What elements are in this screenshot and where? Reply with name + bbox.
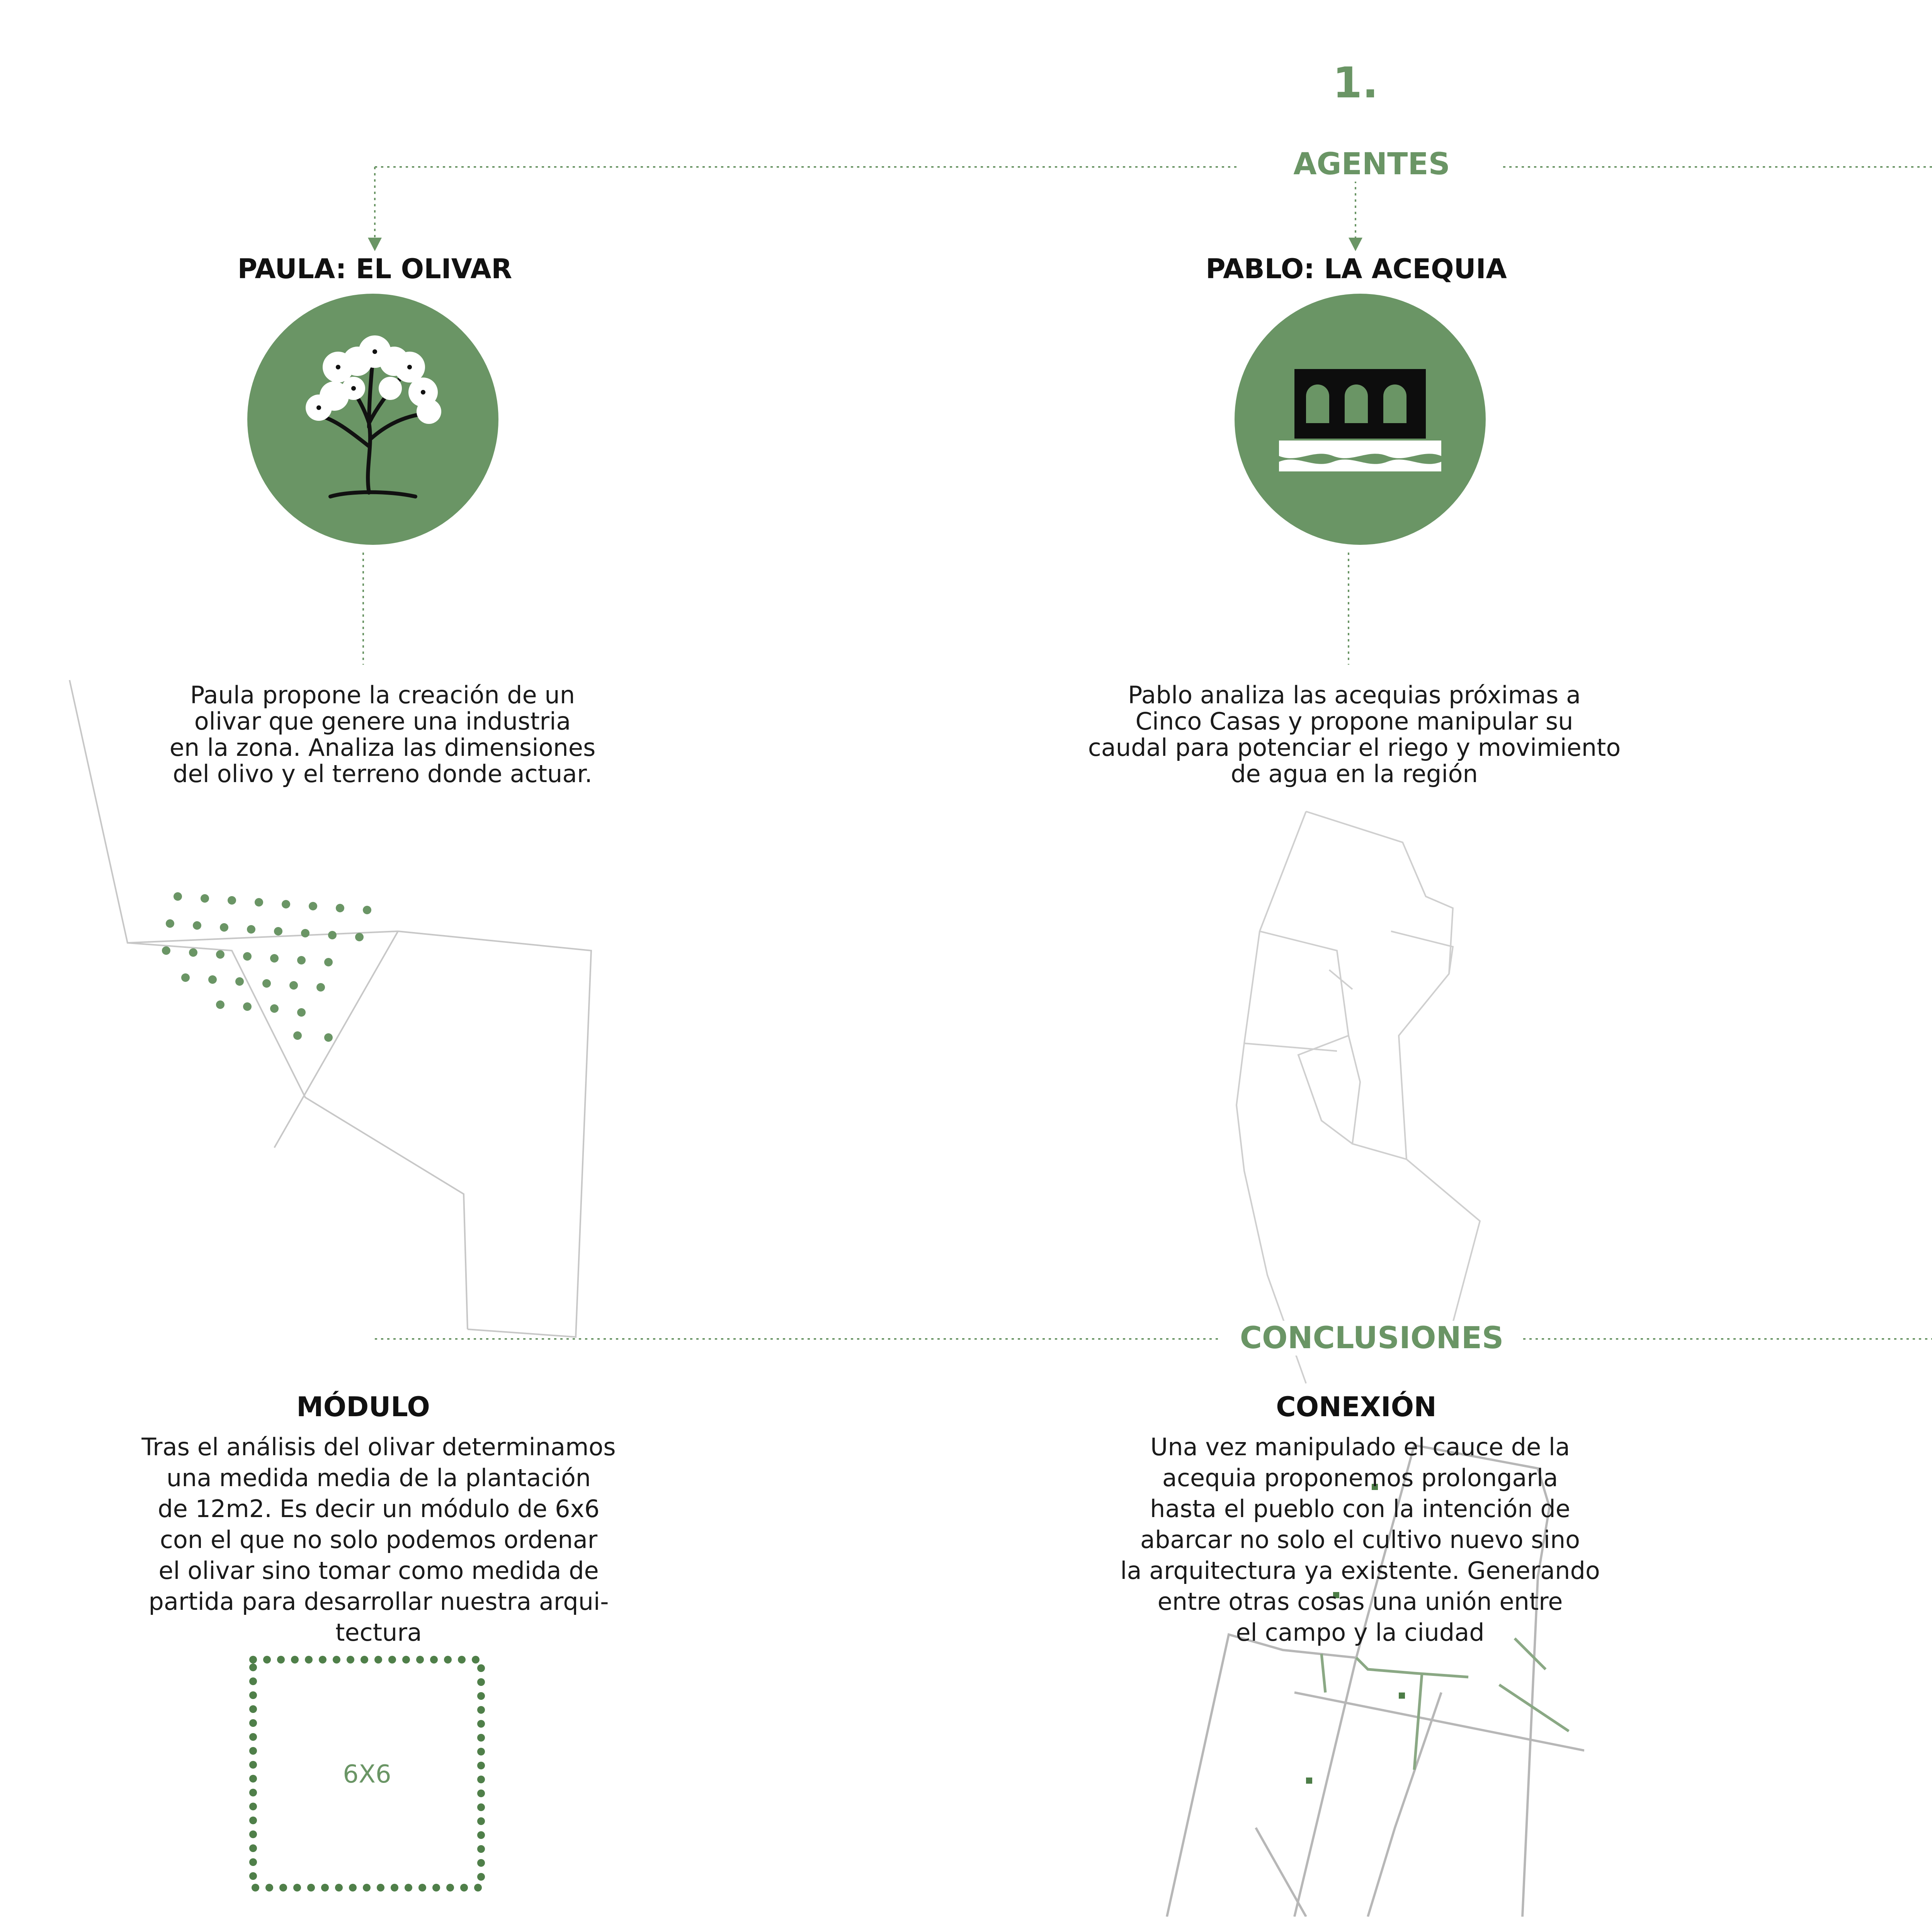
olive-tree-icon xyxy=(292,330,454,508)
desc-line: el campo y la ciudad xyxy=(1236,1618,1485,1647)
conclusion-desc-modulo xyxy=(108,1432,649,1648)
arrow-head-1 xyxy=(368,238,382,251)
conclusion-title-modulo: MÓDULO xyxy=(296,1391,430,1423)
conclusion-title-conexion: CONEXIÓN xyxy=(1276,1391,1437,1423)
desc-line: la arquitectura ya existente. Generando xyxy=(1120,1556,1600,1585)
agent-title-paula: PAULA: EL OLIVAR xyxy=(237,253,512,285)
desc-line: tectura xyxy=(335,1618,422,1647)
step-number: 1. xyxy=(1332,58,1379,107)
module-label: 6X6 xyxy=(343,1760,391,1789)
agent-circle-paula xyxy=(247,294,498,545)
desc-line: de agua en la región xyxy=(1231,760,1478,788)
aqueduct-icon xyxy=(1275,365,1445,473)
desc-line: abarcar no solo el cultivo nuevo sino xyxy=(1140,1526,1580,1554)
desc-line: del olivo y el terreno donde actuar. xyxy=(173,760,592,788)
desc-line: el olivar sino tomar como medida de xyxy=(158,1556,599,1585)
agents-heading: AGENTES xyxy=(1240,147,1503,182)
desc-line: partida para desarrollar nuestra arqui- xyxy=(148,1587,609,1616)
desc-line: acequia proponemos prolongarla xyxy=(1162,1464,1558,1492)
desc-line: Tras el análisis del olivar determinamos xyxy=(141,1433,616,1461)
acequia-network-plan xyxy=(966,804,1584,1917)
arrow-head-2 xyxy=(1349,238,1362,251)
desc-line: Una vez manipulado el cauce de la xyxy=(1150,1433,1570,1461)
desc-line: hasta el pueblo con la intención de xyxy=(1150,1495,1570,1523)
desc-line: olivar que genere una industria xyxy=(194,707,571,735)
desc-line: en la zona. Analiza las dimensiones xyxy=(169,733,596,762)
conclusion-desc-conexion xyxy=(1090,1432,1631,1648)
desc-line: Pablo analiza las acequias próximas a xyxy=(1128,681,1581,709)
desc-line: caudal para potenciar el riego y movimiento xyxy=(1088,733,1621,762)
desc-line: de 12m2. Es decir un módulo de 6x6 xyxy=(158,1495,600,1523)
agent-title-pablo: PABLO: LA ACEQUIA xyxy=(1206,253,1507,285)
desc-line: Cinco Casas y propone manipular su xyxy=(1135,707,1573,735)
desc-line: una medida media de la plantación xyxy=(166,1464,591,1492)
conclusions-heading: CONCLUSIONES xyxy=(1221,1321,1522,1356)
desc-line: entre otras cosas una unión entre xyxy=(1157,1587,1563,1616)
desc-line: Paula propone la creación de un xyxy=(190,681,575,709)
desc-line: con el que no solo podemos ordenar xyxy=(160,1526,598,1554)
olive-grove-plan xyxy=(58,672,638,1368)
agent-desc-pablo xyxy=(1084,682,1625,787)
agent-circle-pablo xyxy=(1235,294,1486,545)
